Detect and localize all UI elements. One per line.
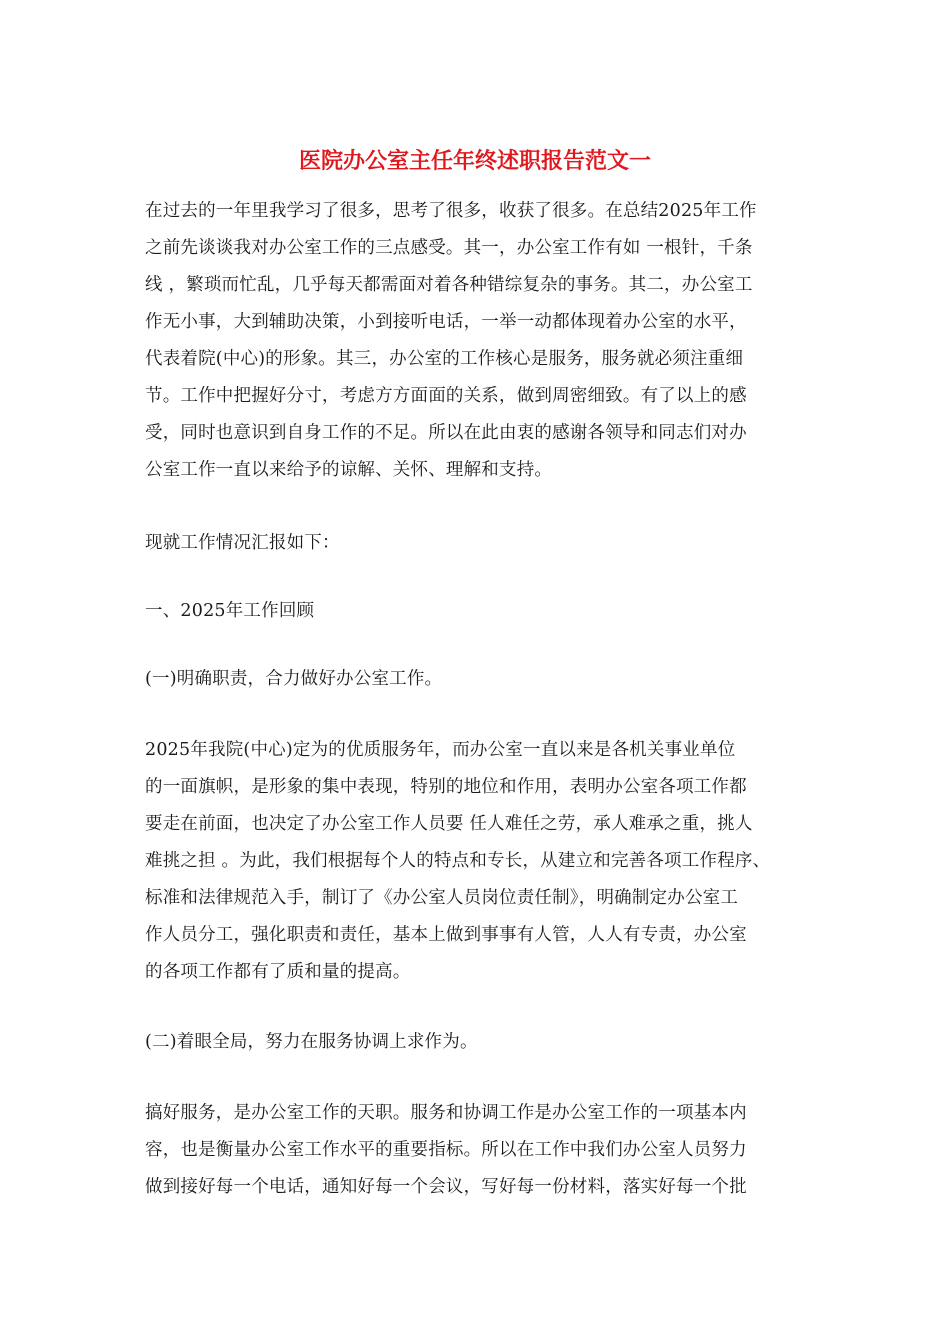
paragraph-line: 2025年我院(中心)定为的优质服务年，而办公室一直以来是各机关事业单位: [145, 740, 736, 760]
subsection-heading: (一)明确职责，合力做好办公室工作。: [145, 669, 443, 689]
paragraph-line: 作无小事，大到辅助决策，小到接听电话，一举一动都体现着办公室的水平，: [145, 312, 747, 332]
paragraph-line: 的一面旗帜，是形象的集中表现，特别的地位和作用，表明办公室各项工作都: [145, 777, 747, 797]
paragraph-line: 作人员分工，强化职责和责任，基本上做到事事有人管，人人有专责，办公室: [145, 925, 747, 945]
paragraph-line: 在过去的一年里我学习了很多，思考了很多，收获了很多。在总结2025年工作: [145, 201, 757, 221]
paragraph-line: 代表着院(中心)的形象。其三，办公室的工作核心是服务，服务就必须注重细: [145, 349, 744, 369]
paragraph-line: 受，同时也意识到自身工作的不足。所以在此由衷的感谢各领导和同志们对办: [145, 423, 747, 443]
paragraph-line: 做到接好每一个电话，通知好每一个会议，写好每一份材料，落实好每一个批: [145, 1177, 747, 1197]
paragraph-line: 节。工作中把握好分寸，考虑方方面面的关系，做到周密细致。有了以上的感: [145, 386, 747, 406]
paragraph-line: 线 ，繁琐而忙乱，几乎每天都需面对着各种错综复杂的事务。其二，办公室工: [145, 275, 753, 295]
section-intro: 现就工作情况汇报如下：: [145, 533, 340, 553]
paragraph-line: 之前先谈谈我对办公室工作的三点感受。其一，办公室工作有如 一根针，千条: [145, 238, 753, 258]
paragraph-line: 搞好服务，是办公室工作的天职。服务和协调工作是办公室工作的一项基本内: [145, 1103, 747, 1123]
paragraph-line: 容，也是衡量办公室工作水平的重要指标。所以在工作中我们办公室人员努力: [145, 1140, 747, 1160]
section-heading: 一、2025年工作回顾: [145, 601, 315, 621]
paragraph-line: 要走在前面，也决定了办公室工作人员要 任人难任之劳，承人难承之重，挑人: [145, 814, 753, 834]
subsection-heading: (二)着眼全局，努力在服务协调上求作为。: [145, 1032, 478, 1052]
paragraph-line: 难挑之担 。为此，我们根据每个人的特点和专长，从建立和完善各项工作程序、: [145, 851, 771, 871]
document-title: 医院办公室主任年终述职报告范文一: [298, 148, 651, 174]
paragraph-line: 标准和法律规范入手，制订了《办公室人员岗位责任制》，明确制定办公室工: [145, 888, 739, 908]
paragraph-line: 的各项工作都有了质和量的提高。: [145, 962, 411, 982]
paragraph-line: 公室工作一直以来给予的谅解、关怀、理解和支持。: [145, 460, 553, 480]
